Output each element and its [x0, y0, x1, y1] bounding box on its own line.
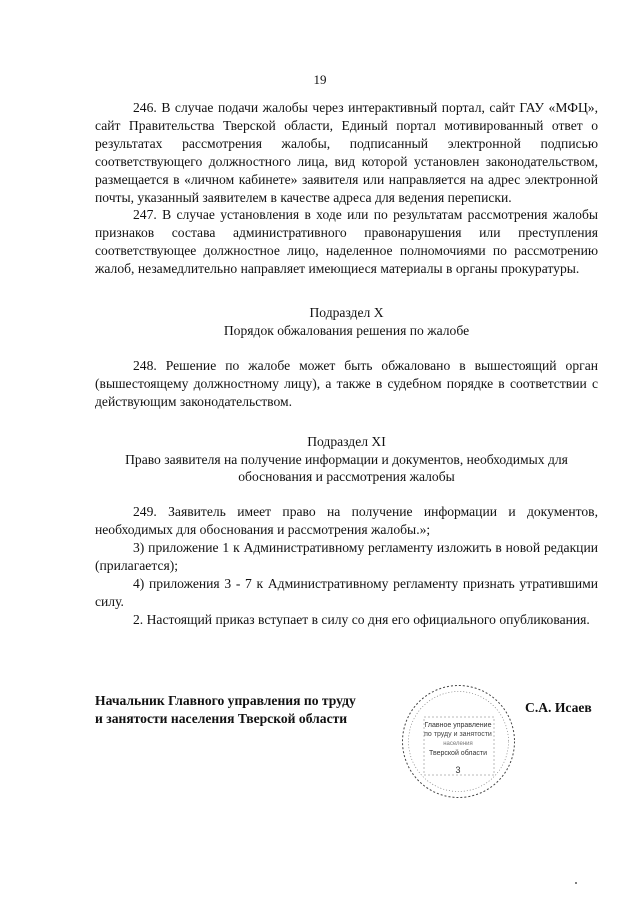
paragraph-247: 247. В случае установления в ходе или по результатам рассмотрения жалобы признаков состава административного правонарушения или преступления соответствующее должностное лицо, наделенное полномочиями по рассмотрению жалоб, незамедлительно направляет имеющиеся материалы в органы прокуратуры. — [95, 207, 598, 277]
seal-text-line-1: Главное управление — [424, 722, 492, 729]
official-seal — [400, 683, 517, 800]
signatory-title — [95, 692, 356, 728]
seal-number: 3 — [455, 765, 461, 775]
seal-text-line-4: Тверской области — [429, 750, 487, 757]
signatory-title-line-2: и занятости населения Тверской области — [95, 711, 348, 726]
page-number: 19 — [313, 72, 327, 87]
paragraph-248: 248. Решение по жалобе может быть обжаловано в вышестоящий орган (вышестоящему должностному лицу), а также в судебном порядке в соответствии с действующим законодательством. — [95, 357, 598, 409]
subsection-x-title: Порядок обжалования решения по жалобе — [223, 322, 470, 338]
seal-text-line-3: населения — [443, 741, 473, 747]
subsection-xi-label: Подраздел XI — [307, 433, 386, 449]
scan-speck — [575, 882, 577, 884]
document-body — [95, 99, 598, 629]
signatory-name: С.А. Исаев — [525, 700, 592, 715]
item-3: 3) приложение 1 к Административному регламенту изложить в новой редакции (прилагается); — [95, 540, 598, 574]
paragraph-249: 249. Заявитель имеет право на получение информации и документов, необходимых для обоснования и рассмотрения жалобы.»; — [95, 504, 598, 538]
clause-2: 2. Настоящий приказ вступает в силу со дня его официального опубликования. — [133, 611, 590, 627]
paragraph-246: 246. В случае подачи жалобы через интерактивный портал, сайт ГАУ «МФЦ», сайт Правительства Тверской области, Единый портал мотивированный ответ о результатах рассмотрения жалобы, подписанный электронной подписью соответствующего должностного лица, вид которой установлен законодательством, размещается в «личном кабинете» заявителя или направляется на адрес электронной почты, указанный заявителем в качестве адреса для ведения переписки. — [95, 100, 598, 205]
item-4: 4) приложения 3 - 7 к Административному регламенту признать утратившими силу. — [95, 575, 598, 609]
subsection-xi-title: Право заявителя на получение информации и документов, необходимых для обоснования и рассмотрения жалобы — [125, 451, 568, 485]
subsection-x-label: Подраздел X — [309, 305, 384, 321]
signatory-title-line-1: Начальник Главного управления по труду — [95, 693, 356, 708]
seal-text-line-2: по труду и занятости — [424, 731, 492, 738]
